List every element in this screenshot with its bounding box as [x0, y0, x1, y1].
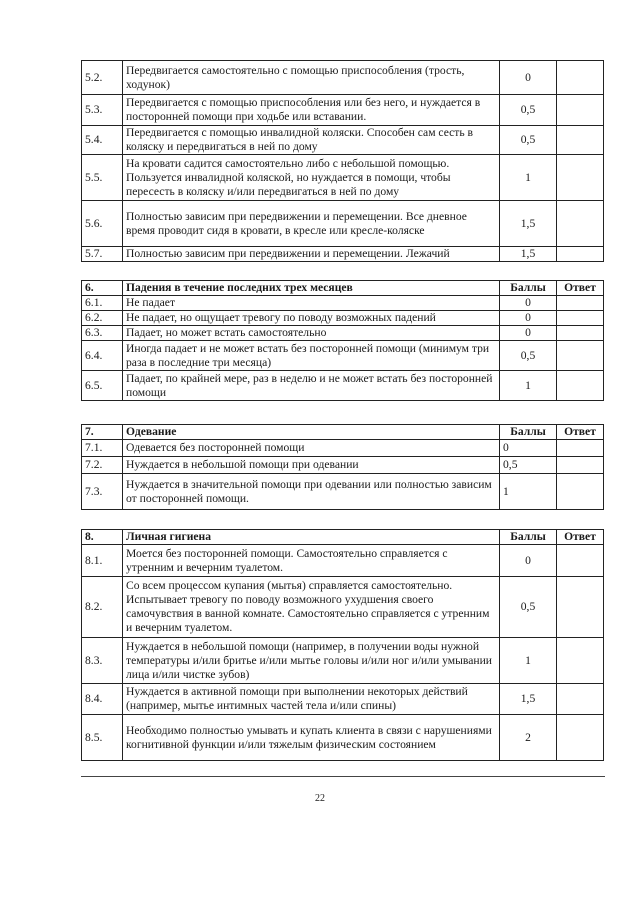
- answer-cell[interactable]: [557, 638, 604, 684]
- row-number: 6.4.: [82, 341, 123, 371]
- table-row: [82, 474, 604, 510]
- row-number: 8.1.: [82, 545, 123, 577]
- table-row: [82, 296, 604, 311]
- row-points: 1: [500, 155, 557, 201]
- table-row: [82, 326, 604, 341]
- footer-divider: [81, 776, 605, 777]
- row-text: Полностью зависим при передвижении и перемещении. Лежачий: [123, 247, 500, 262]
- answer-cell[interactable]: [557, 371, 604, 401]
- answer-cell[interactable]: [557, 311, 604, 326]
- row-points: 2: [500, 715, 557, 761]
- answer-cell[interactable]: [557, 247, 604, 262]
- answer-cell[interactable]: [557, 715, 604, 761]
- row-points: 1,5: [500, 247, 557, 262]
- answer-cell[interactable]: [557, 457, 604, 474]
- row-points: 0,5: [500, 126, 557, 155]
- row-points: 0: [500, 296, 557, 311]
- section-number: 6.: [82, 281, 123, 296]
- row-text: Необходимо полностью умывать и купать клиента в связи с нарушениями когнитивной функции и/или тяжелым физическим состоянием: [123, 715, 500, 761]
- row-points: 0,5: [500, 95, 557, 126]
- section-8-table: [81, 529, 604, 761]
- table-header-row: [82, 425, 604, 440]
- answer-cell[interactable]: [557, 61, 604, 95]
- row-text: Нуждается в небольшой помощи (например, в получении воды нужной температуры и/или бритье и/или мытье головы и/или ног и/или умывании лица и/или чистке зубов): [123, 638, 500, 684]
- table-row: [82, 61, 604, 95]
- row-points: 0,5: [500, 457, 557, 474]
- section-5-table: [81, 60, 604, 262]
- row-text: Передвигается самостоятельно с помощью приспособления (трость, ходунок): [123, 61, 500, 95]
- row-number: 7.3.: [82, 474, 123, 510]
- section-6-table: [81, 280, 604, 401]
- row-points: 0: [500, 311, 557, 326]
- points-header: Баллы: [500, 425, 557, 440]
- table-row: [82, 126, 604, 155]
- page-number: 22: [315, 793, 325, 804]
- row-text: Нуждается в активной помощи при выполнении некоторых действий (например, мытье интимных частей тела и/или спины): [123, 684, 500, 715]
- row-text: Передвигается с помощью приспособления или без него, и нуждается в посторонней помощи при ходьбе или вставании.: [123, 95, 500, 126]
- row-number: 6.1.: [82, 296, 123, 311]
- answer-cell[interactable]: [557, 126, 604, 155]
- answer-cell[interactable]: [557, 440, 604, 457]
- section-title: Одевание: [123, 425, 500, 440]
- row-number: 5.5.: [82, 155, 123, 201]
- table-row: [82, 311, 604, 326]
- row-number: 8.4.: [82, 684, 123, 715]
- table-row: [82, 371, 604, 401]
- table-row: [82, 715, 604, 761]
- row-number: 8.2.: [82, 577, 123, 638]
- row-number: 8.3.: [82, 638, 123, 684]
- row-number: 5.2.: [82, 61, 123, 95]
- row-text: Падает, но может встать самостоятельно: [123, 326, 500, 341]
- row-number: 8.5.: [82, 715, 123, 761]
- points-header: Баллы: [500, 530, 557, 545]
- row-text: На кровати садится самостоятельно либо с небольшой помощью. Пользуется инвалидной коляской, но нуждается в помощи, чтобы пересесть в коляску и/или передвигаться в ней по дому: [123, 155, 500, 201]
- answer-cell[interactable]: [557, 474, 604, 510]
- row-points: 0: [500, 440, 557, 457]
- table-header-row: [82, 530, 604, 545]
- row-text: Не падает: [123, 296, 500, 311]
- answer-cell[interactable]: [557, 155, 604, 201]
- answer-cell[interactable]: [557, 201, 604, 247]
- row-number: 7.1.: [82, 440, 123, 457]
- table-row: [82, 545, 604, 577]
- section-title: Личная гигиена: [123, 530, 500, 545]
- answer-header: Ответ: [557, 530, 604, 545]
- table-row: [82, 201, 604, 247]
- answer-cell[interactable]: [557, 326, 604, 341]
- row-points: 0,5: [500, 341, 557, 371]
- row-text: Одевается без посторонней помощи: [123, 440, 500, 457]
- row-number: 5.4.: [82, 126, 123, 155]
- row-number: 5.3.: [82, 95, 123, 126]
- row-text: Полностью зависим при передвижении и перемещении. Все дневное время проводит сидя в кровати, в кресле или кресле-коляске: [123, 201, 500, 247]
- section-number: 8.: [82, 530, 123, 545]
- table-row: [82, 577, 604, 638]
- row-points: 1,5: [500, 201, 557, 247]
- table-row: [82, 341, 604, 371]
- row-text: Нуждается в значительной помощи при одевании или полностью зависим от посторонней помощи.: [123, 474, 500, 510]
- row-number: 7.2.: [82, 457, 123, 474]
- section-7-table: [81, 424, 604, 510]
- table-row: [82, 457, 604, 474]
- row-points: 1: [500, 371, 557, 401]
- row-number: 5.7.: [82, 247, 123, 262]
- answer-cell[interactable]: [557, 341, 604, 371]
- table-row: [82, 247, 604, 262]
- answer-cell[interactable]: [557, 684, 604, 715]
- row-points: 1: [500, 474, 557, 510]
- row-text: Нуждается в небольшой помощи при одевании: [123, 457, 500, 474]
- answer-cell[interactable]: [557, 296, 604, 311]
- table-row: [82, 684, 604, 715]
- table-row: [82, 440, 604, 457]
- row-text: Падает, по крайней мере, раз в неделю и не может встать без посторонней помощи: [123, 371, 500, 401]
- row-text: Со всем процессом купания (мытья) справляется самостоятельно. Испытывает тревогу по поводу возможного ухудшения своего самочувствия в ванной комнате. Самостоятельно справляется с утренним и вечерним туалетом.: [123, 577, 500, 638]
- row-points: 0,5: [500, 577, 557, 638]
- row-points: 0: [500, 545, 557, 577]
- row-number: 6.2.: [82, 311, 123, 326]
- table-header-row: [82, 281, 604, 296]
- table-row: [82, 638, 604, 684]
- points-header: Баллы: [500, 281, 557, 296]
- row-points: 1: [500, 638, 557, 684]
- row-points: 1,5: [500, 684, 557, 715]
- row-points: 0: [500, 61, 557, 95]
- answer-header: Ответ: [557, 425, 604, 440]
- row-number: 6.5.: [82, 371, 123, 401]
- row-points: 0: [500, 326, 557, 341]
- row-text: Моется без посторонней помощи. Самостоятельно справляется с утренним и вечерним туалетом.: [123, 545, 500, 577]
- row-text: Иногда падает и не может встать без посторонней помощи (минимум три раза в последние три месяца): [123, 341, 500, 371]
- answer-cell[interactable]: [557, 577, 604, 638]
- row-number: 6.3.: [82, 326, 123, 341]
- answer-cell[interactable]: [557, 545, 604, 577]
- answer-header: Ответ: [557, 281, 604, 296]
- table-row: [82, 155, 604, 201]
- answer-cell[interactable]: [557, 95, 604, 126]
- section-title: Падения в течение последних трех месяцев: [123, 281, 500, 296]
- table-row: [82, 95, 604, 126]
- section-number: 7.: [82, 425, 123, 440]
- row-text: Передвигается с помощью инвалидной коляски. Способен сам сесть в коляску и передвигаться в ней по дому: [123, 126, 500, 155]
- row-number: 5.6.: [82, 201, 123, 247]
- row-text: Не падает, но ощущает тревогу по поводу возможных падений: [123, 311, 500, 326]
